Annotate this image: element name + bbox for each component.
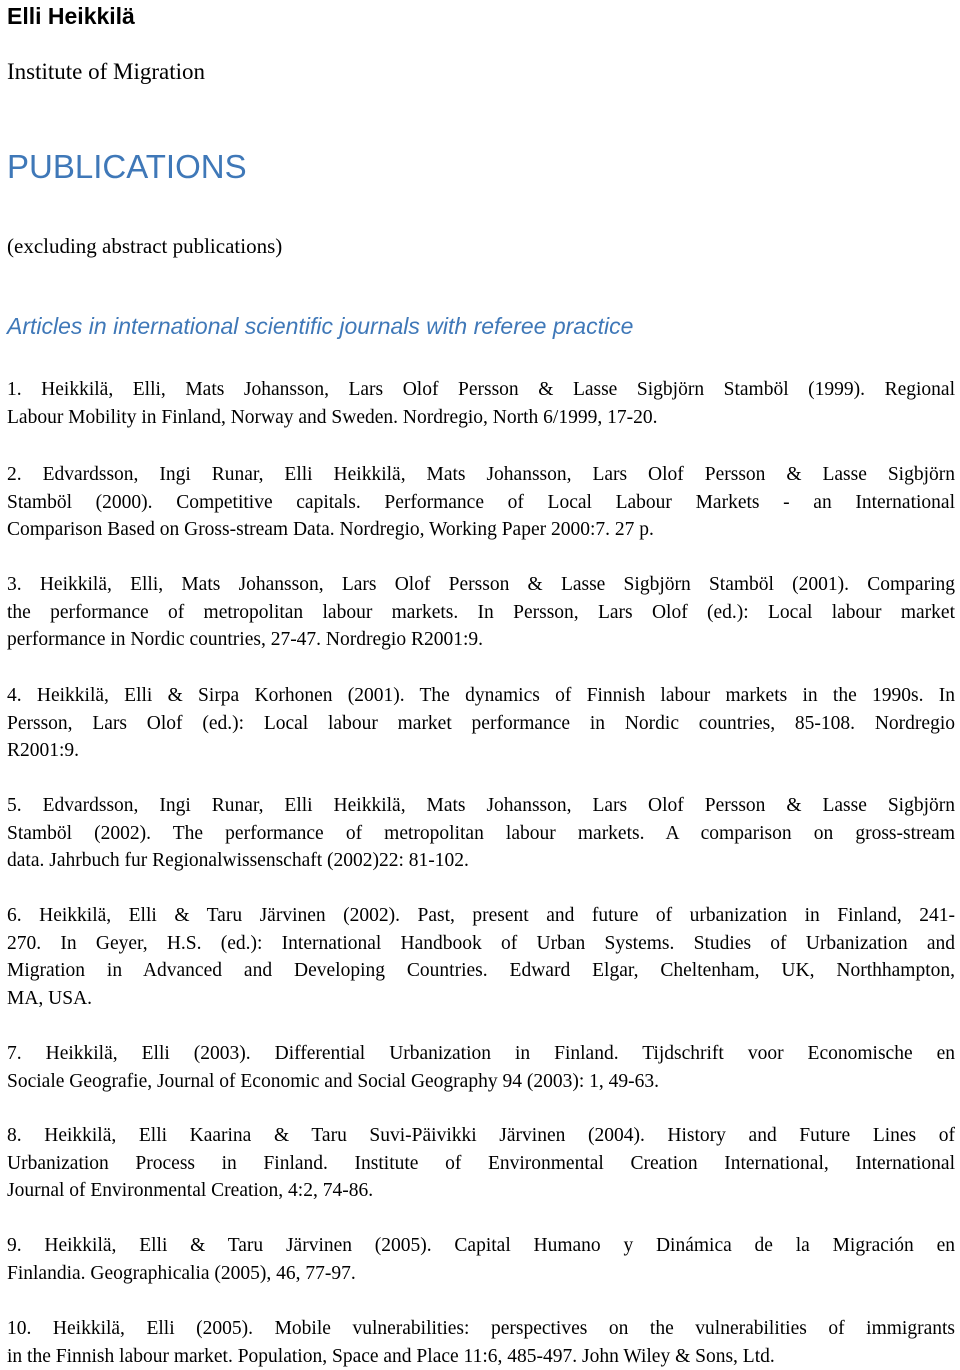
publication-entry [7,461,955,544]
publication-line: Stamböl (2000). Competitive capitals. Performance of Local Labour Markets - an International [7,491,955,513]
author-name: Elli Heikkilä [7,3,135,29]
institute-name: Institute of Migration [7,59,206,84]
publication-line: 270. In Geyer, H.S. (ed.): International Handbook of Urban Systems. Studies of Urbanization and [7,932,955,954]
publication-entry [7,1122,955,1205]
section-title: Articles in international scientific journals with referee practice [7,313,634,339]
publication-line: Labour Mobility in Finland, Norway and Sweden. Nordregio, North 6/1999, 17-20. [7,406,658,428]
publication-line: Persson, Lars Olof (ed.): Local labour market performance in Nordic countries, 85-108. Nordregio [7,712,955,734]
publication-line: 10. Heikkilä, Elli (2005). Mobile vulnerabilities: perspectives on the vulnerabilities of immigrants [7,1318,955,1339]
publication-line: Migration in Advanced and Developing Countries. Edward Elgar, Cheltenham, UK, Northhampton, [7,960,955,982]
publication-line: 4. Heikkilä, Elli & Sirpa Korhonen (2001). The dynamics of Finnish labour markets in the 1990s. In [7,685,955,706]
publication-line: R2001:9. [7,740,80,762]
publication-line: Stamböl (2002). The performance of metropolitan labour markets. A comparison on gross-stream [7,822,955,844]
publication-line: 8. Heikkilä, Elli Kaarina & Taru Suvi-Päivikki Järvinen (2004). History and Future Lines of [7,1125,955,1146]
publication-line: 2. Edvardsson, Ingi Runar, Elli Heikkilä, Mats Johansson, Lars Olof Persson & Lasse Sigbjörn [7,464,955,485]
publication-line: MA, USA. [7,987,93,1009]
publication-line: 5. Edvardsson, Ingi Runar, Elli Heikkilä, Mats Johansson, Lars Olof Persson & Lasse Sigbjörn [7,795,955,816]
publications-heading: PUBLICATIONS [7,148,247,185]
publication-line: in the Finnish labour market. Population, Space and Place 11:6, 485-497. John Wiley & Sons, Ltd. [7,1345,775,1367]
publication-line: Sociale Geografie, Journal of Economic and Social Geography 94 (2003): 1, 49-63. [7,1070,659,1092]
publication-line: the performance of metropolitan labour markets. In Persson, Lars Olof (ed.): Local labour market [7,601,955,623]
publication-entry [7,792,955,875]
publications-note: (excluding abstract publications) [7,234,283,258]
publication-entry [7,1232,955,1287]
publication-line: Journal of Environmental Creation, 4:2, 74-86. [7,1180,374,1202]
publication-entry [7,902,955,1012]
publication-line: 9. Heikkilä, Elli & Taru Järvinen (2005). Capital Humano y Dinámica de la Migración en [7,1235,955,1256]
publication-line: Comparison Based on Gross-stream Data. Nordregio, Working Paper 2000:7. 27 p. [7,519,654,541]
publication-line: data. Jahrbuch fur Regionalwissenschaft (2002)22: 81-102. [7,850,469,872]
publication-line: Urbanization Process in Finland. Institute of Environmental Creation International, International [7,1152,955,1174]
publication-line: 7. Heikkilä, Elli (2003). Differential Urbanization in Finland. Tijdschrift voor Economische en [7,1043,955,1064]
publication-line: 6. Heikkilä, Elli & Taru Järvinen (2002). Past, present and future of urbanization in Finland, 241- [7,905,955,926]
publication-line: performance in Nordic countries, 27-47. Nordregio R2001:9. [7,629,483,651]
publication-entry [7,682,955,765]
publication-line: 1. Heikkilä, Elli, Mats Johansson, Lars Olof Persson & Lasse Sigbjörn Stamböl (1999). Regional [7,379,955,400]
publication-entry [7,1315,955,1370]
publication-entry [7,376,955,431]
publication-entry [7,571,955,654]
publication-line: 3. Heikkilä, Elli, Mats Johansson, Lars Olof Persson & Lasse Sigbjörn Stamböl (2001). Comparing [7,574,955,595]
publication-line: Finlandia. Geographicalia (2005), 46, 77-97. [7,1262,356,1284]
publication-entry [7,1040,955,1095]
